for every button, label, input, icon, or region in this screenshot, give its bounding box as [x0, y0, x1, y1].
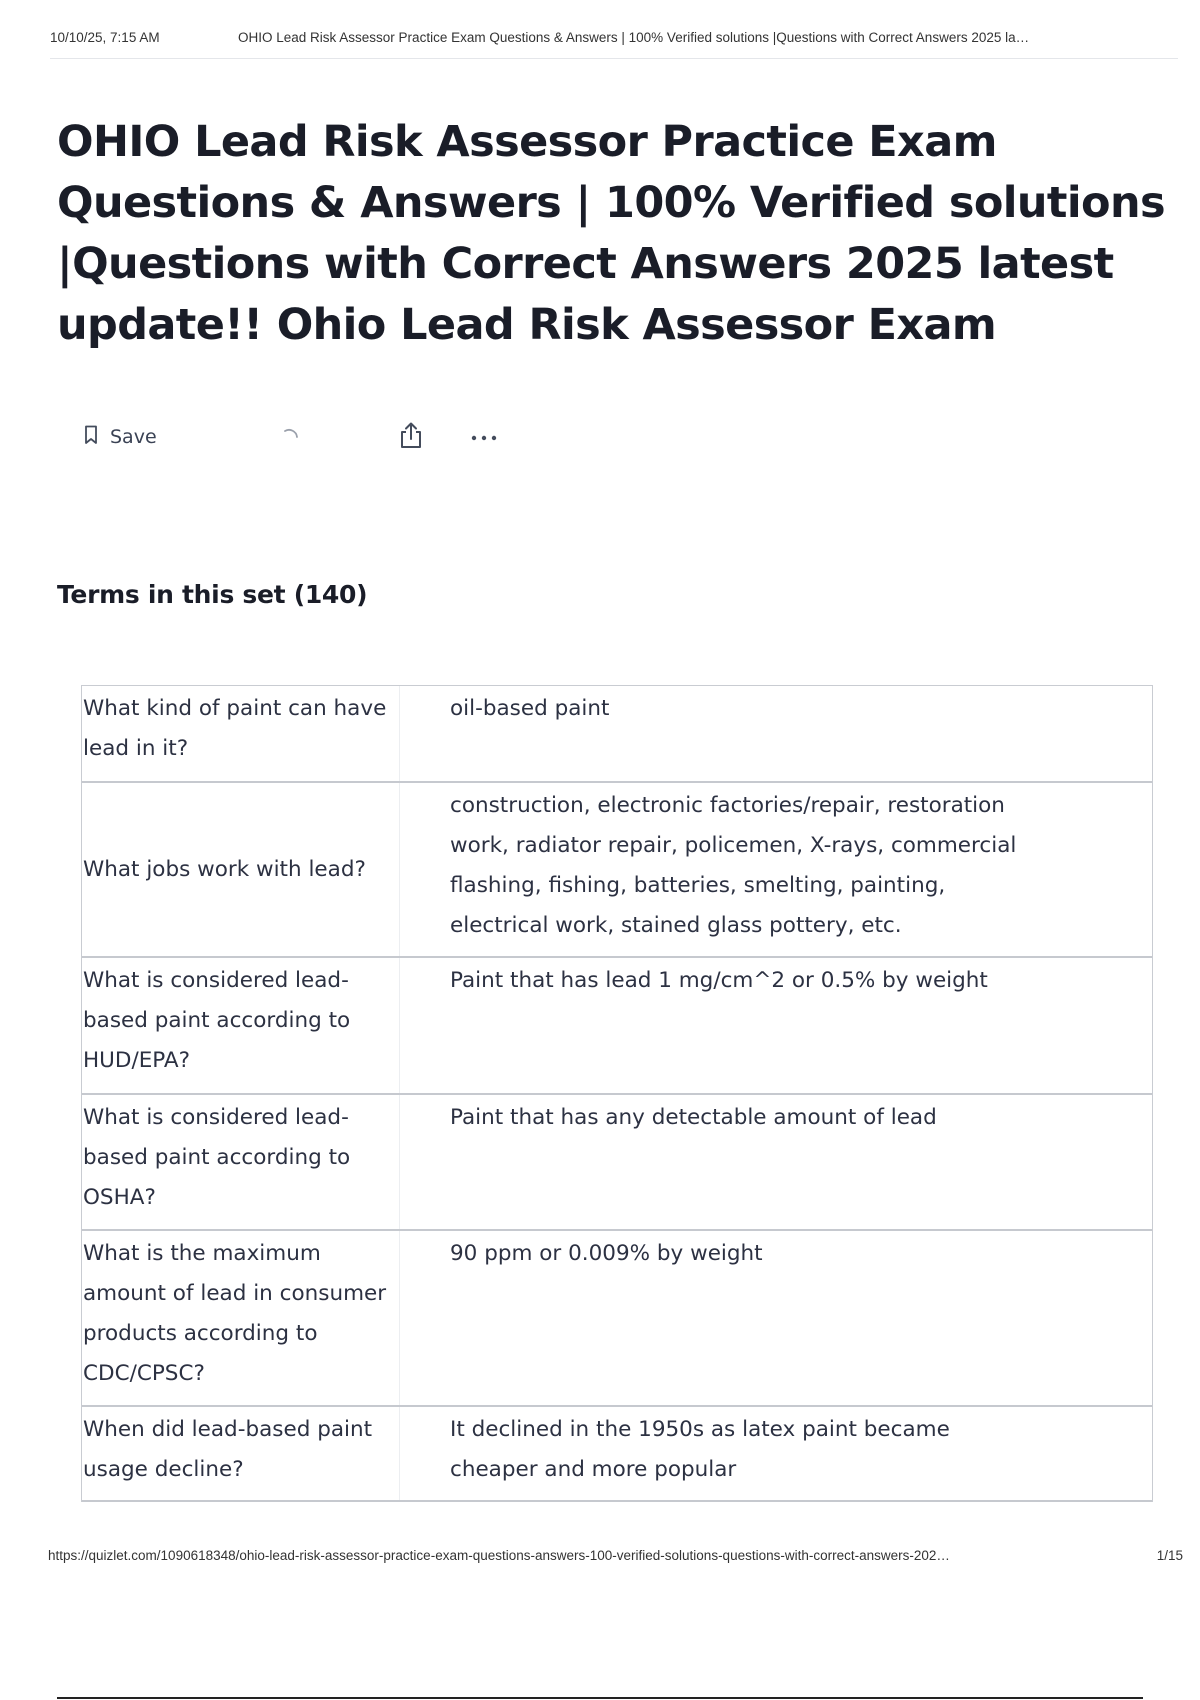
save-button[interactable] — [84, 420, 157, 454]
page-number: 1/15 — [1156, 1548, 1183, 1563]
term-row — [82, 686, 1152, 783]
more-options-icon — [470, 428, 500, 447]
definition-text: It declined in the 1950s as latex paint became cheaper and more popular — [450, 1417, 950, 1482]
set-toolbar — [84, 420, 524, 454]
term-row — [82, 783, 1152, 958]
definition-text: 90 ppm or 0.009% by weight — [450, 1241, 763, 1266]
share-icon — [398, 421, 424, 453]
print-date: 10/10/25, 7:15 AM — [50, 30, 160, 45]
page-url: https://quizlet.com/1090618348/ohio-lead-risk-assessor-practice-exam-questions-answers-100-verified-solutions-questions-with-correct-answers-202… — [48, 1548, 950, 1563]
page-title: OHIO Lead Risk Assessor Practice Exam Questions & Answers | 100% Verified solutions |Questions with Correct Answers 2025 latest update!! Ohio Lead Risk Assessor Exam — [57, 117, 1165, 350]
term-text: What is considered lead-based paint according to OSHA? — [82, 1095, 400, 1229]
term-row — [82, 1095, 1152, 1231]
terms-table — [81, 685, 1153, 1502]
terms-heading: Terms in this set (140) — [57, 580, 368, 609]
header-divider — [50, 58, 1178, 59]
term-text: What is the maximum amount of lead in consumer products according to CDC/CPSC? — [82, 1231, 400, 1405]
term-row — [82, 1231, 1152, 1407]
bottom-divider — [57, 1697, 1143, 1699]
print-footer — [48, 1548, 1183, 1563]
save-button-label: Save — [110, 426, 157, 448]
term-text: What is considered lead-based paint according to HUD/EPA? — [82, 958, 400, 1093]
print-document-title: OHIO Lead Risk Assessor Practice Exam Questions & Answers | 100% Verified solutions |Questions with Correct Answers 2025 la… — [238, 30, 1030, 45]
definition-text: Paint that has lead 1 mg/cm^2 or 0.5% by weight — [450, 968, 988, 993]
term-row — [82, 1407, 1152, 1502]
term-text: What kind of paint can have lead in it? — [82, 686, 400, 781]
definition-text: Paint that has any detectable amount of lead — [450, 1105, 937, 1130]
definition-text: oil-based paint — [450, 696, 610, 721]
loading-spinner-icon — [279, 420, 303, 454]
term-text: What jobs work with lead? — [82, 783, 400, 956]
definition-text: construction, electronic factories/repair, restoration work, radiator repair, policemen, X-rays, commercial flashing, fishing, batteries, smelting, painting, electrical work, stained glass pottery, etc. — [450, 793, 1017, 938]
term-row — [82, 958, 1152, 1095]
print-header — [50, 30, 1178, 56]
share-button[interactable] — [398, 420, 424, 454]
bookmark-icon — [84, 425, 98, 449]
more-options-button[interactable] — [470, 420, 500, 454]
term-text: When did lead-based paint usage decline? — [82, 1407, 400, 1500]
